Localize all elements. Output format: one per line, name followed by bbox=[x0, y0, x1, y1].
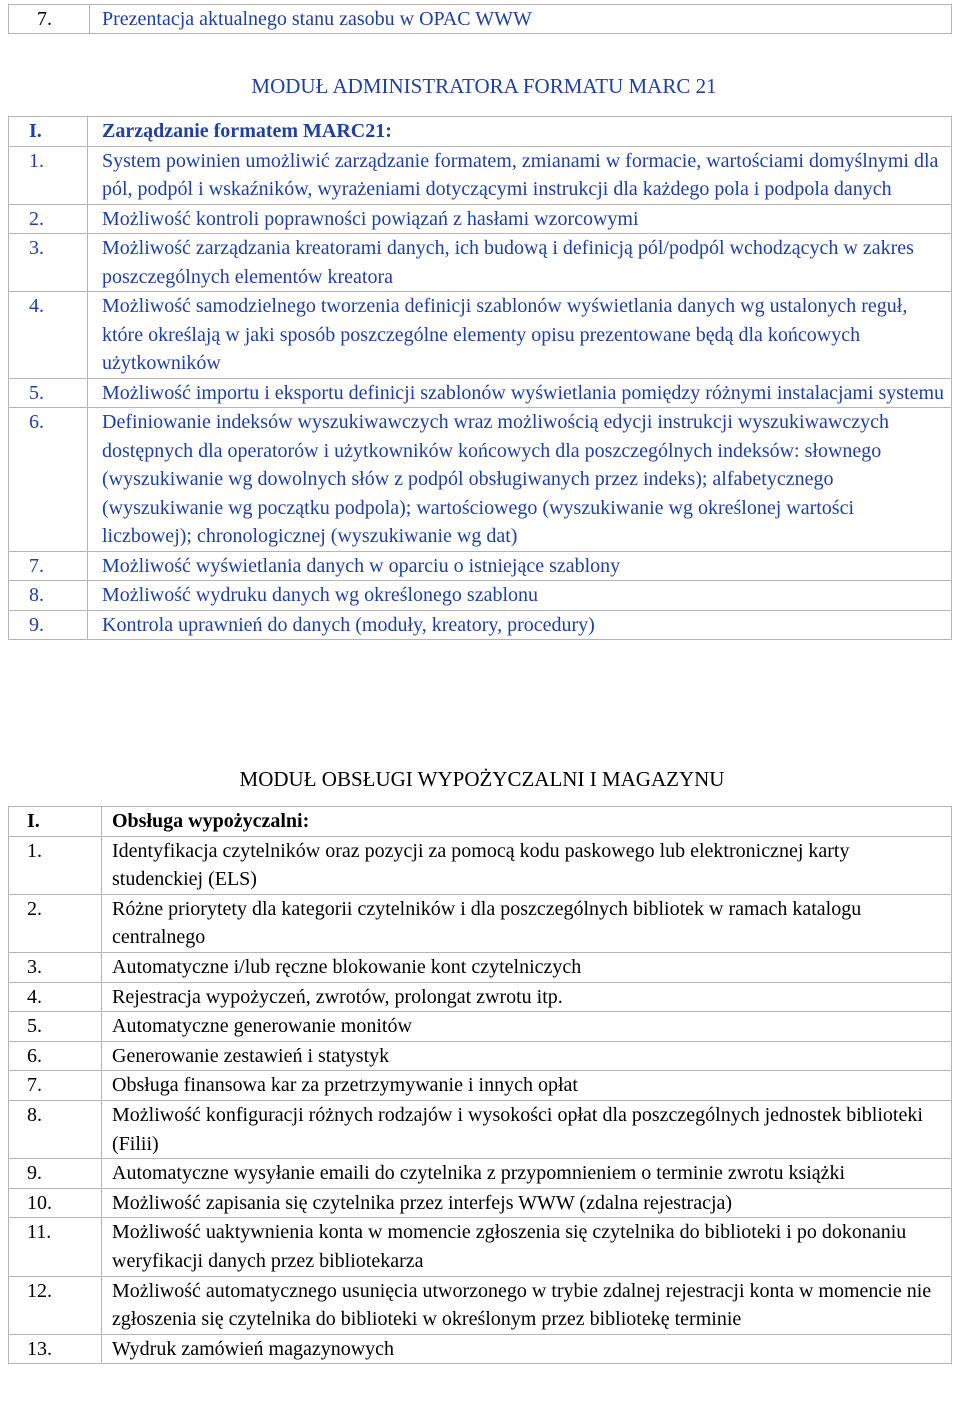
item-number: 3. bbox=[9, 952, 102, 982]
item-number: 12. bbox=[9, 1276, 102, 1334]
item-number: 9. bbox=[9, 610, 88, 640]
item-number: 13. bbox=[9, 1334, 102, 1364]
item-text: Automatyczne wysyłanie emaili do czytelnika z przypomnieniem o terminie zwrotu książki bbox=[102, 1159, 952, 1189]
table-row bbox=[9, 1276, 952, 1334]
item-text: Możliwość wydruku danych wg określonego szablonu bbox=[88, 581, 952, 611]
table-row bbox=[9, 581, 952, 611]
table-row bbox=[9, 1159, 952, 1189]
item-number: 6. bbox=[9, 1041, 102, 1071]
item-number: 9. bbox=[9, 1159, 102, 1189]
table-row bbox=[9, 1100, 952, 1158]
item-text: Możliwość zarządzania kreatorami danych, ich budową i definicją pól/podpól wchodzących w zakres poszczególnych elementów kreatora bbox=[88, 234, 952, 292]
item-text: Możliwość konfiguracji różnych rodzajów i wysokości opłat dla poszczególnych jednostek biblioteki (Filii) bbox=[102, 1100, 952, 1158]
item-text: System powinien umożliwić zarządzanie formatem, zmianami w formacie, wartościami domyślnymi dla pól, podpól i wskaźników, wyrażeniami dotyczącymi instrukcji dla każdego pola i podpola danych bbox=[88, 146, 952, 204]
table-row bbox=[9, 204, 952, 234]
section-header-row bbox=[9, 807, 952, 837]
item-text: Możliwość uaktywnienia konta w momencie zgłoszenia się czytelnika do biblioteki i po dokonaniu weryfikacji danych przez bibliotekarza bbox=[102, 1218, 952, 1276]
item-number: 5. bbox=[9, 378, 88, 408]
table-row bbox=[9, 982, 952, 1012]
row-text: Prezentacja aktualnego stanu zasobu w OPAC WWW bbox=[90, 5, 952, 34]
item-text: Możliwość wyświetlania danych w oparciu o istniejące szablony bbox=[88, 551, 952, 581]
item-text: Możliwość kontroli poprawności powiązań z hasłami wzorcowymi bbox=[88, 204, 952, 234]
table-row bbox=[9, 894, 952, 952]
module-title: MODUŁ ADMINISTRATORA FORMATU MARC 21 bbox=[251, 74, 717, 98]
item-number: 4. bbox=[9, 292, 88, 379]
item-text: Wydruk zamówień magazynowych bbox=[102, 1334, 952, 1364]
item-number: 6. bbox=[9, 408, 88, 552]
table-row bbox=[9, 836, 952, 894]
item-text: Rejestracja wypożyczeń, zwrotów, prolongat zwrotu itp. bbox=[102, 982, 952, 1012]
module2-table bbox=[8, 806, 952, 1364]
table-row bbox=[9, 1334, 952, 1364]
item-number: 3. bbox=[9, 234, 88, 292]
item-text: Możliwość importu i eksportu definicji szablonów wyświetlania pomiędzy różnymi instalacjami systemu bbox=[88, 378, 952, 408]
section-number: I. bbox=[9, 807, 102, 837]
item-text: Identyfikacja czytelników oraz pozycji za pomocą kodu paskowego lub elektronicznej karty studenckiej (ELS) bbox=[102, 836, 952, 894]
section-header-row bbox=[9, 117, 952, 147]
item-number: 8. bbox=[9, 581, 88, 611]
item-number: 2. bbox=[9, 894, 102, 952]
item-number: 11. bbox=[9, 1218, 102, 1276]
item-text: Możliwość samodzielnego tworzenia definicji szablonów wyświetlania danych wg ustalonych reguł, które określają w jaki sposób poszczególne elementy opisu prezentowane będą dla końcowych użytkowników bbox=[88, 292, 952, 379]
item-number: 7. bbox=[9, 1071, 102, 1101]
top-row-table bbox=[8, 4, 952, 34]
item-number: 2. bbox=[9, 204, 88, 234]
item-number: 1. bbox=[9, 836, 102, 894]
section-title: Obsługa wypożyczalni: bbox=[102, 807, 952, 837]
module-title: MODUŁ OBSŁUGI WYPOŻYCZALNI I MAGAZYNU bbox=[239, 767, 725, 791]
item-text: Definiowanie indeksów wyszukiwawczych wraz możliwością edycji instrukcji wyszukiwawczych dostępnych dla operatorów i użytkowników końcowych dla poszczególnych indeksów: słownego (wyszukiwanie wg dowolnych słów z podpól obsługiwanych przez indeks); alfabetycznego (wyszukiwanie wg początku podpola); wartościowego (wyszukiwanie wg określonej wartości liczbowej); chronologicznej (wyszukiwanie wg dat) bbox=[88, 408, 952, 552]
item-text: Możliwość automatycznego usunięcia utworzonego w trybie zdalnej rejestracji konta w momencie nie zgłoszenia się czytelnika do biblioteki w określonym przez bibliotekę terminie bbox=[102, 1276, 952, 1334]
table-row bbox=[9, 234, 952, 292]
module1-table bbox=[8, 116, 952, 640]
item-number: 4. bbox=[9, 982, 102, 1012]
table-row bbox=[9, 408, 952, 552]
table-row bbox=[9, 1012, 952, 1042]
item-text: Obsługa finansowa kar za przetrzymywanie i innych opłat bbox=[102, 1071, 952, 1101]
item-text: Automatyczne i/lub ręczne blokowanie kont czytelniczych bbox=[102, 952, 952, 982]
item-number: 8. bbox=[9, 1100, 102, 1158]
item-text: Kontrola uprawnień do danych (moduły, kreatory, procedury) bbox=[88, 610, 952, 640]
table-row bbox=[9, 1188, 952, 1218]
table-row bbox=[9, 292, 952, 379]
table-row bbox=[9, 610, 952, 640]
item-number: 5. bbox=[9, 1012, 102, 1042]
table-row bbox=[9, 1218, 952, 1276]
section-title: Zarządzanie formatem MARC21: bbox=[88, 117, 952, 147]
table-row bbox=[9, 5, 952, 34]
table-row bbox=[9, 1071, 952, 1101]
item-number: 1. bbox=[9, 146, 88, 204]
item-text: Możliwość zapisania się czytelnika przez interfejs WWW (zdalna rejestracja) bbox=[102, 1188, 952, 1218]
table-row bbox=[9, 1041, 952, 1071]
table-row bbox=[9, 378, 952, 408]
table-row bbox=[9, 551, 952, 581]
item-text: Różne priorytety dla kategorii czytelników i dla poszczególnych bibliotek w ramach katalogu centralnego bbox=[102, 894, 952, 952]
table-row bbox=[9, 952, 952, 982]
item-number: 7. bbox=[9, 551, 88, 581]
section-number: I. bbox=[9, 117, 88, 147]
table-row bbox=[9, 146, 952, 204]
item-text: Generowanie zestawień i statystyk bbox=[102, 1041, 952, 1071]
row-number: 7. bbox=[9, 5, 90, 34]
item-number: 10. bbox=[9, 1188, 102, 1218]
item-text: Automatyczne generowanie monitów bbox=[102, 1012, 952, 1042]
